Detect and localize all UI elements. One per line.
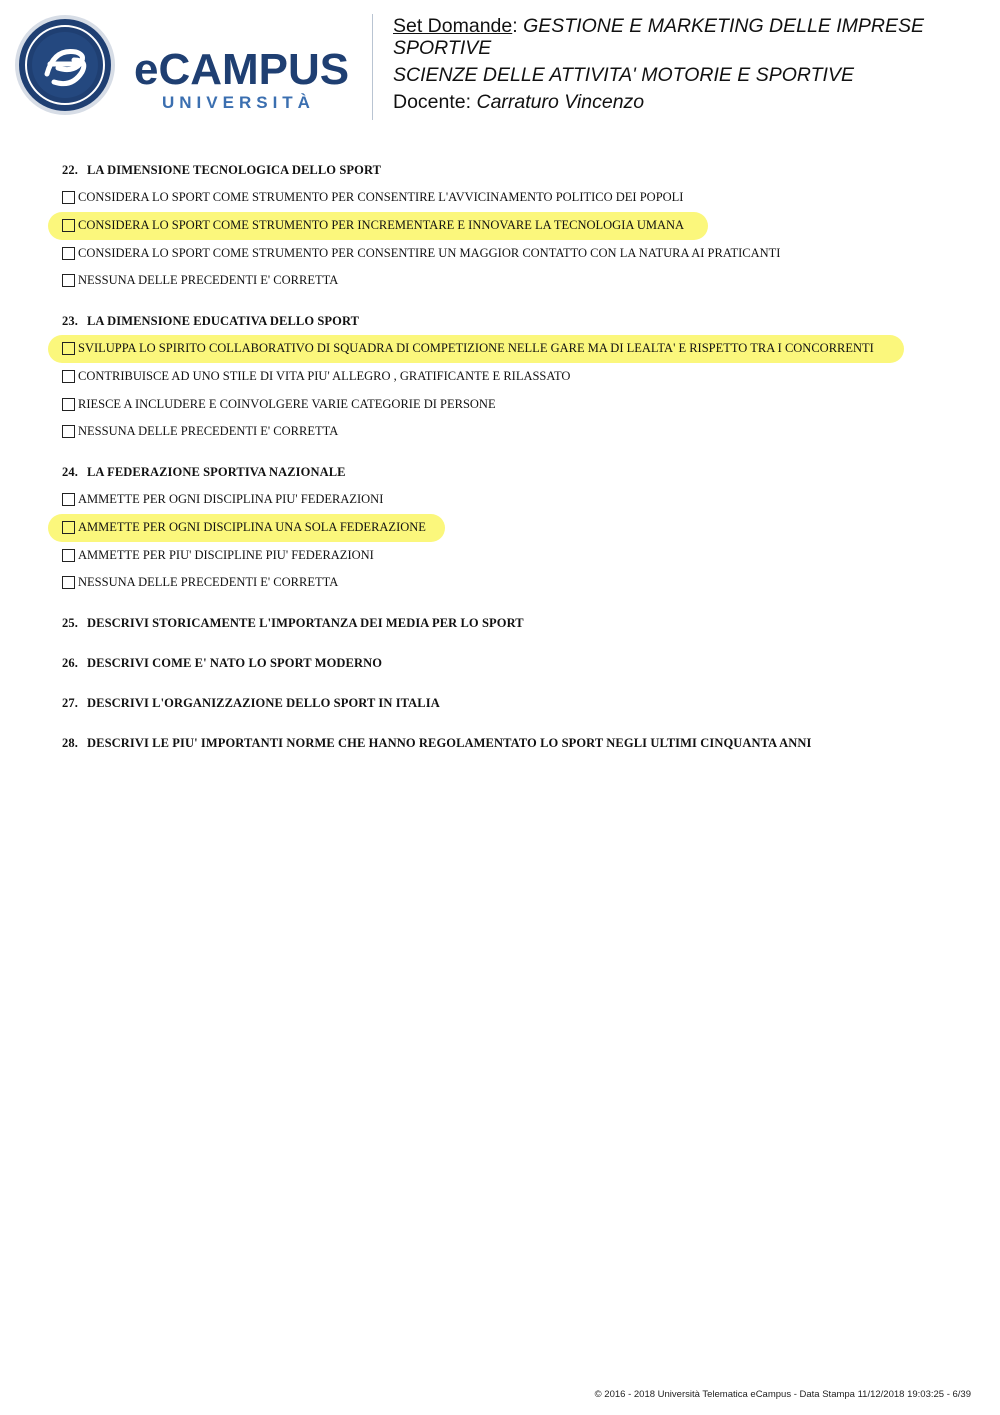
option-22-b[interactable] (62, 216, 684, 234)
teacher-name: Carraturo Vincenzo (476, 91, 645, 113)
course-name-line1: GESTIONE E MARKETING DELLE IMPRESE (523, 15, 925, 37)
option-24-b[interactable] (62, 518, 426, 536)
checkbox[interactable] (62, 274, 75, 287)
option-22-c[interactable] (62, 244, 780, 262)
checkbox[interactable] (62, 342, 75, 355)
option-label: SVILUPPA LO SPIRITO COLLABORATIVO DI SQUADRA DI COMPETIZIONE NELLE GARE MA DI LEALTA' E RISPETTO TRA I CONCORRENTI (78, 340, 874, 355)
option-label: AMMETTE PER PIU' DISCIPLINE PIU' FEDERAZIONI (78, 547, 374, 562)
option-label: CONTRIBUISCE AD UNO STILE DI VITA PIU' ALLEGRO , GRATIFICANTE E RILASSATO (78, 368, 571, 383)
option-22-a[interactable] (62, 188, 683, 206)
logo-subtitle: UNIVERSITÀ (162, 93, 315, 112)
question-text: LA FEDERAZIONE SPORTIVA NAZIONALE (87, 465, 346, 479)
option-23-c[interactable] (62, 395, 496, 413)
option-label: CONSIDERA LO SPORT COME STRUMENTO PER CONSENTIRE L'AVVICINAMENTO POLITICO DEI POPOLI (78, 189, 684, 204)
question-text: DESCRIVI L'ORGANIZZAZIONE DELLO SPORT IN ITALIA (87, 696, 440, 710)
option-24-d[interactable] (62, 573, 338, 591)
question-text: DESCRIVI LE PIU' IMPORTANTI NORME CHE HANNO REGOLAMENTATO LO SPORT NEGLI ULTIMI CINQUANTA ANNI (87, 736, 812, 750)
header-divider (372, 14, 373, 120)
question-text: LA DIMENSIONE TECNOLOGICA DELLO SPORT (87, 163, 382, 177)
question-number: 24. (62, 465, 78, 479)
question-number: 27. (62, 696, 78, 710)
checkbox[interactable] (62, 398, 75, 411)
option-23-b[interactable] (62, 367, 570, 385)
option-24-c[interactable] (62, 546, 374, 564)
option-23-a[interactable] (62, 339, 874, 357)
option-22-d[interactable] (62, 271, 338, 289)
question-24-title (62, 465, 346, 480)
course-name-line2: SPORTIVE (393, 37, 492, 59)
option-label: AMMETTE PER OGNI DISCIPLINA PIU' FEDERAZIONI (78, 491, 384, 506)
page-footer: © 2016 - 2018 Università Telematica eCampus - Data Stampa 11/12/2018 19:03:25 - 6/39 (594, 1389, 971, 1400)
ecampus-logo (14, 14, 354, 118)
option-label: CONSIDERA LO SPORT COME STRUMENTO PER CONSENTIRE UN MAGGIOR CONTATTO CON LA NATURA AI PRATICANTI (78, 245, 781, 260)
question-text: DESCRIVI STORICAMENTE L'IMPORTANZA DEI MEDIA PER LO SPORT (87, 616, 524, 630)
option-24-a[interactable] (62, 490, 383, 508)
question-27-title (62, 696, 440, 711)
option-label: NESSUNA DELLE PRECEDENTI E' CORRETTA (78, 423, 339, 438)
set-label: Set Domande (393, 15, 513, 37)
question-26-title (62, 656, 382, 671)
course-title (393, 15, 983, 59)
teacher-label: Docente: (393, 91, 472, 113)
option-label: CONSIDERA LO SPORT COME STRUMENTO PER INCREMENTARE E INNOVARE LA TECNOLOGIA UMANA (78, 217, 685, 232)
degree-name: SCIENZE DELLE ATTIVITA' MOTORIE E SPORTIVE (393, 64, 854, 86)
question-number: 26. (62, 656, 78, 670)
checkbox[interactable] (62, 549, 75, 562)
checkbox[interactable] (62, 521, 75, 534)
question-number: 28. (62, 736, 78, 750)
question-25-title (62, 616, 524, 631)
question-number: 25. (62, 616, 78, 630)
question-text: LA DIMENSIONE EDUCATIVA DELLO SPORT (87, 314, 360, 328)
question-23-title (62, 314, 359, 329)
checkbox[interactable] (62, 219, 75, 232)
set-separator: : (512, 15, 518, 37)
question-number: 22. (62, 163, 78, 177)
option-label: AMMETTE PER OGNI DISCIPLINA UNA SOLA FEDERAZIONE (78, 519, 426, 534)
question-number: 23. (62, 314, 78, 328)
checkbox[interactable] (62, 425, 75, 438)
teacher-line (393, 91, 983, 113)
option-label: NESSUNA DELLE PRECEDENTI E' CORRETTA (78, 272, 339, 287)
header-info (393, 15, 983, 113)
checkbox[interactable] (62, 576, 75, 589)
question-28-title (62, 736, 811, 751)
checkbox[interactable] (62, 191, 75, 204)
logo-wordmark: eCAMPUS (134, 45, 350, 94)
option-23-d[interactable] (62, 422, 338, 440)
option-label: NESSUNA DELLE PRECEDENTI E' CORRETTA (78, 574, 339, 589)
checkbox[interactable] (62, 493, 75, 506)
question-text: DESCRIVI COME E' NATO LO SPORT MODERNO (87, 656, 383, 670)
question-22-title (62, 163, 381, 178)
option-label: RIESCE A INCLUDERE E COINVOLGERE VARIE CATEGORIE DI PERSONE (78, 396, 496, 411)
checkbox[interactable] (62, 370, 75, 383)
checkbox[interactable] (62, 247, 75, 260)
